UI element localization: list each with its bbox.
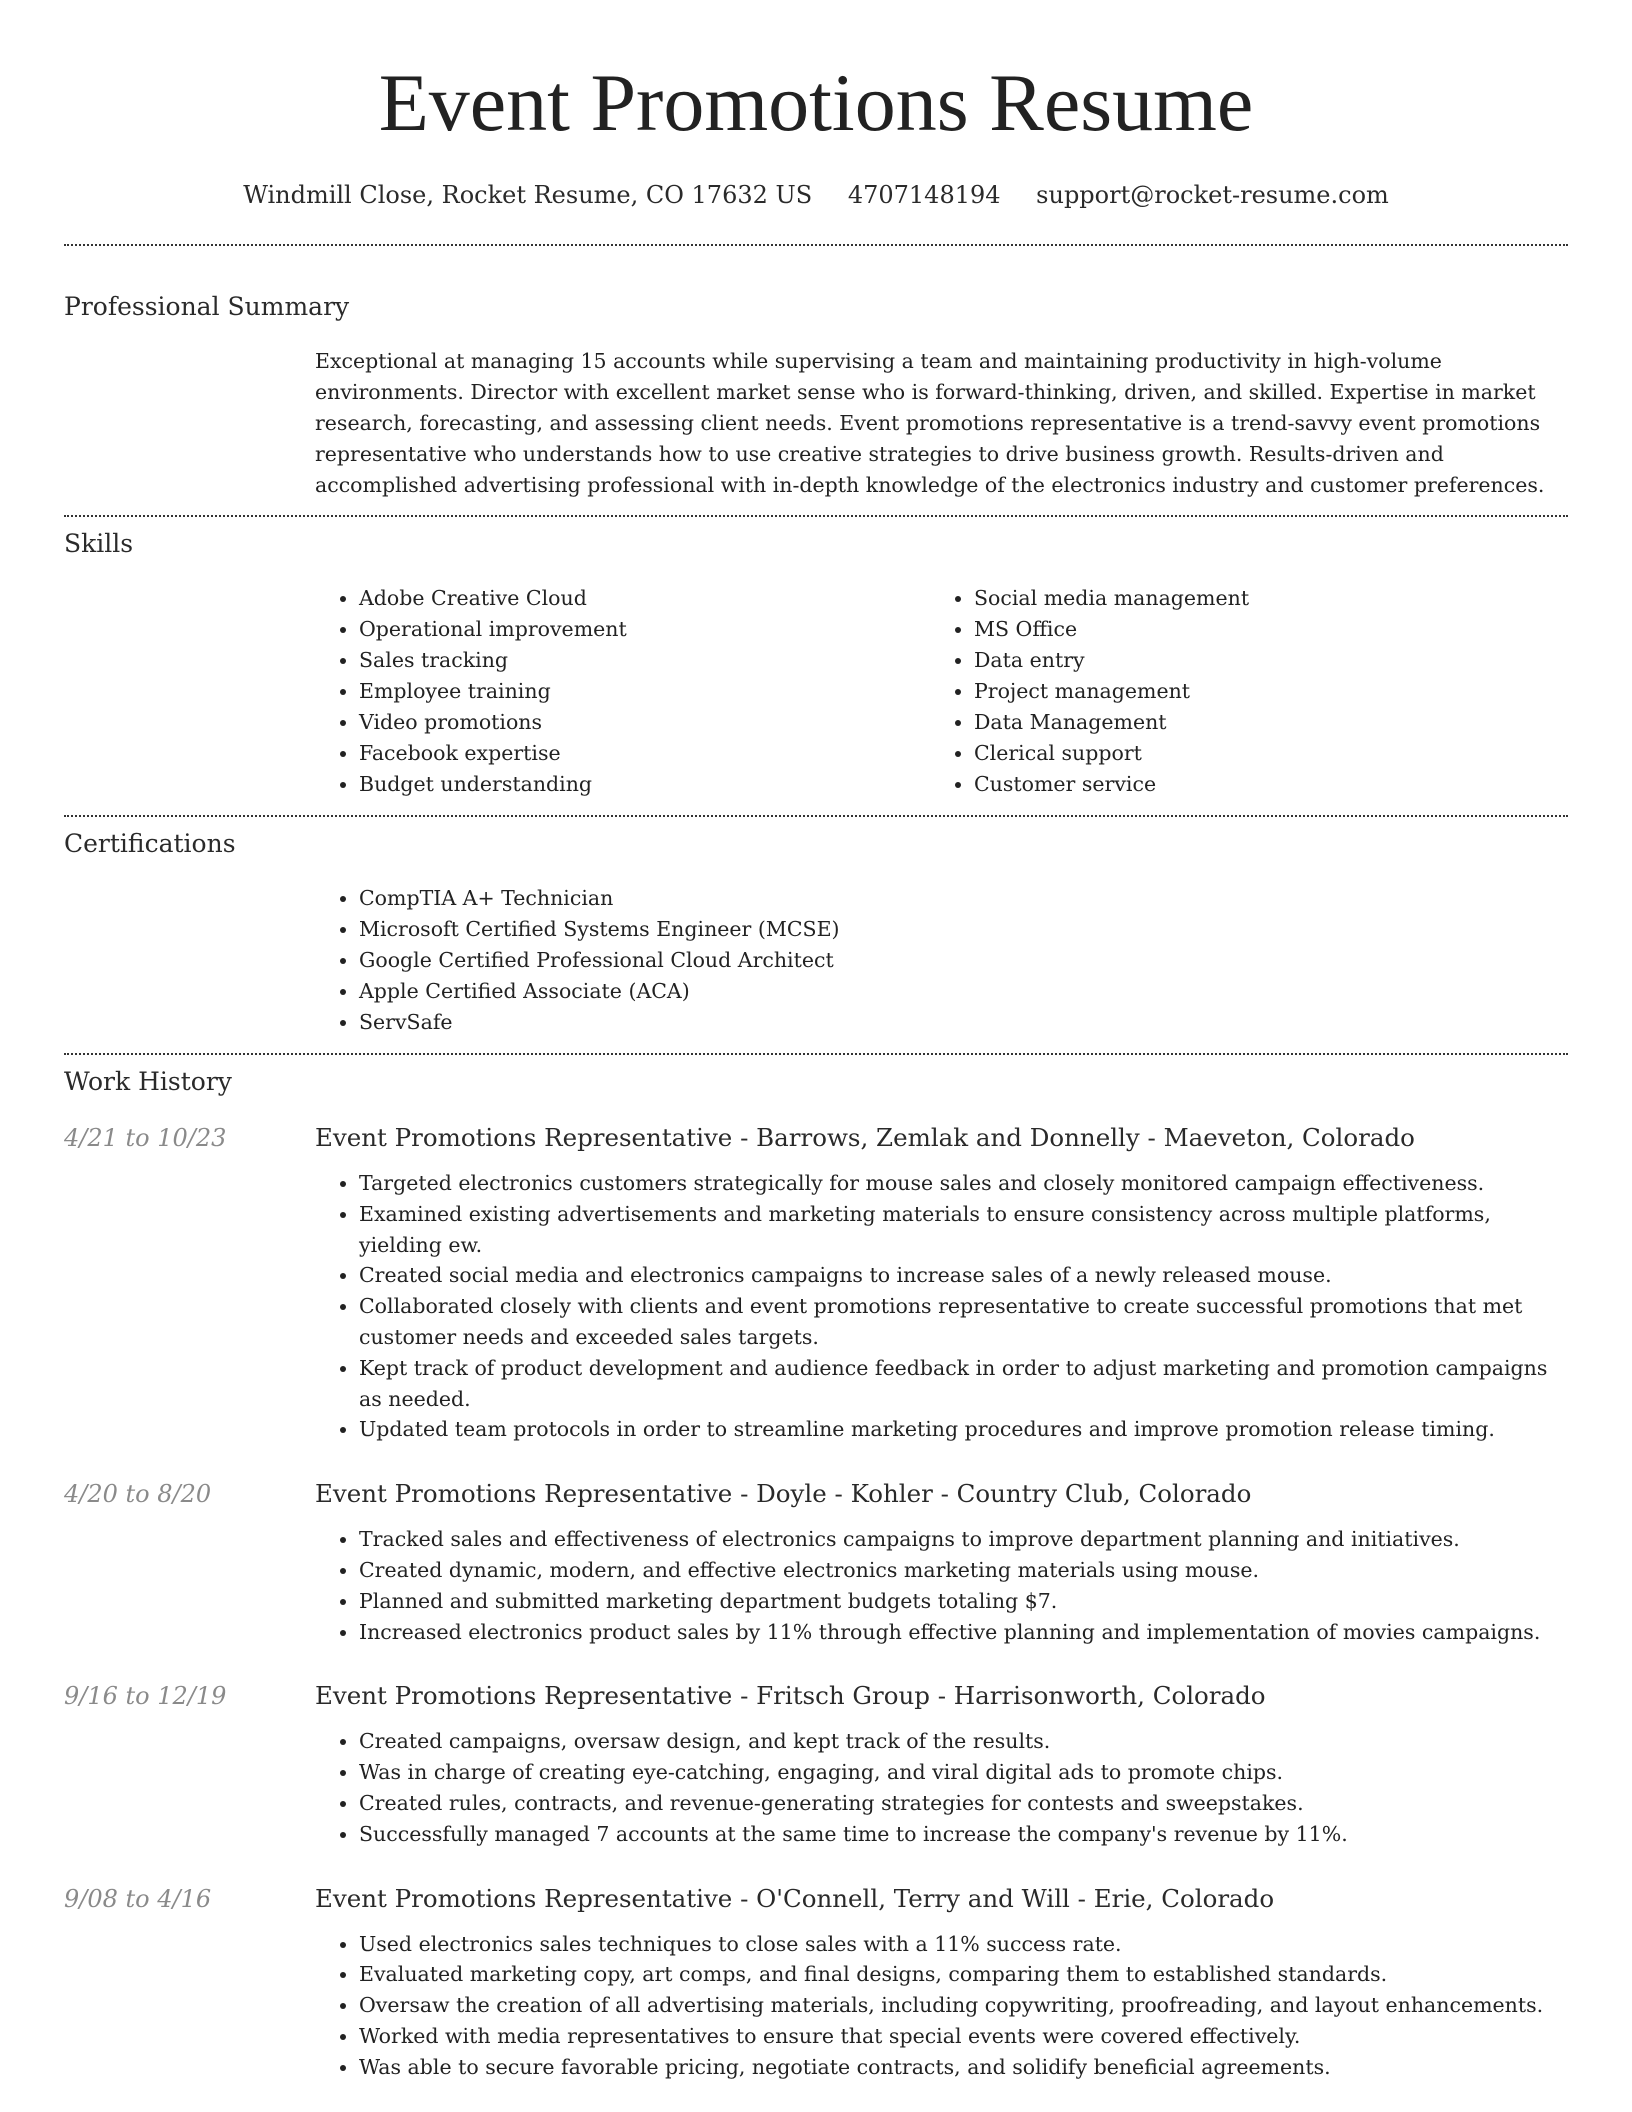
- job-title: Event Promotions Representative - Barrows, Zemlak and Donnelly - Maeveton, Colorado: [315, 1123, 1415, 1152]
- section-divider: [64, 244, 1568, 246]
- job-bullet: • Oversaw the creation of all advertising materials, including copywriting, proofreading, and layout enhancements.: [359, 1990, 1567, 2021]
- section-divider: [64, 815, 1568, 817]
- certifications-list: [315, 883, 1568, 1038]
- job-bullet: • Increased electronics product sales by 11% through effective planning and implementation of movies campaigns.: [359, 1617, 1567, 1648]
- job-bullet: • Created dynamic, modern, and effective electronics marketing materials using mouse.: [359, 1555, 1567, 1586]
- job-bullet: • Used electronics sales techniques to close sales with a 11% success rate.: [359, 1929, 1567, 1960]
- job-bullet: • Created social media and electronics campaigns to increase sales of a newly released mouse.: [359, 1260, 1567, 1291]
- summary-section: [64, 292, 1568, 501]
- skill-item: • Adobe Creative Cloud: [359, 583, 930, 614]
- skills-columns: [315, 583, 1568, 800]
- resume-title: Event Promotions Resume: [378, 57, 1254, 148]
- summary-text: Exceptional at managing 15 accounts while supervising a team and maintaining productivity in high-volume environments. Director with excellent market sense who is forward-thinking, driven, and skilled. Expertise in market research, forecasting, and assessing client needs. Event promotions representative is a trend-savvy event promotions representative who understands how to use creative strategies to drive business growth. Results-driven and accomplished advertising professional with in-depth knowledge of the electronics industry and customer preferences.: [315, 349, 1545, 497]
- job-bullet: • Examined existing advertisements and marketing materials to ensure consistency across multiple platforms, yielding ew.: [359, 1199, 1567, 1261]
- skill-item: • Project management: [974, 676, 1545, 707]
- job-title: Event Promotions Representative - Fritsch Group - Harrisonworth, Colorado: [315, 1681, 1266, 1711]
- skill-item: • Budget understanding: [359, 769, 930, 800]
- job-bullets: [315, 1524, 1568, 1647]
- job-bullet: • Targeted electronics customers strategically for mouse sales and closely monitored campaign effectiveness.: [359, 1168, 1567, 1199]
- skill-item: • Operational improvement: [359, 614, 930, 645]
- job-bullet: • Was in charge of creating eye-catching, engaging, and viral digital ads to promote chips.: [359, 1757, 1567, 1788]
- job-bullet: • Was able to secure favorable pricing, negotiate contracts, and solidify beneficial agreements.: [359, 2052, 1567, 2083]
- skill-item: • Data Management: [974, 707, 1545, 738]
- contact-address: Windmill Close, Rocket Resume, CO 17632 US: [243, 181, 813, 209]
- job-entry: [64, 1477, 1568, 1647]
- job-bullet: • Created rules, contracts, and revenue-generating strategies for contests and sweepstakes.: [359, 1788, 1567, 1819]
- skill-item: • Sales tracking: [359, 645, 930, 676]
- certifications-section: [64, 829, 1568, 1038]
- skills-list-right: [930, 583, 1545, 800]
- certifications-heading: Certifications: [64, 829, 236, 858]
- contact-phone: 4707148194: [847, 181, 1001, 209]
- skill-item: • Customer service: [974, 769, 1545, 800]
- job-entry: [64, 1679, 1568, 1849]
- job-bullet: • Evaluated marketing copy, art comps, and final designs, comparing them to established standards.: [359, 1959, 1567, 1990]
- skill-item: • MS Office: [974, 614, 1545, 645]
- contact-line: [64, 180, 1568, 210]
- section-divider: [64, 1053, 1568, 1055]
- job-bullet: • Worked with media representatives to ensure that special events were covered effectively.: [359, 2021, 1567, 2052]
- job-bullets: [315, 1929, 1568, 2083]
- work-history-section: [64, 1067, 1568, 2083]
- job-entry: [64, 1882, 1568, 2083]
- job-bullets: [315, 1726, 1568, 1849]
- section-divider: [64, 515, 1568, 517]
- skill-item: • Social media management: [974, 583, 1545, 614]
- certifications-body: [315, 883, 1568, 1038]
- skill-item: • Facebook expertise: [359, 738, 930, 769]
- work-history-heading: Work History: [64, 1067, 232, 1096]
- skill-item: • Video promotions: [359, 707, 930, 738]
- certification-item: • Google Certified Professional Cloud Architect: [359, 945, 1568, 976]
- contact-email: support@rocket-resume.com: [1036, 181, 1389, 209]
- job-dates: 9/08 to 4/16: [64, 1884, 212, 1913]
- job-title: Event Promotions Representative - Doyle - Kohler - Country Club, Colorado: [315, 1479, 1252, 1509]
- job-bullet: • Updated team protocols in order to streamline marketing procedures and improve promotion release timing.: [359, 1414, 1567, 1445]
- job-bullet: • Tracked sales and effectiveness of electronics campaigns to improve department planning and initiatives.: [359, 1524, 1567, 1555]
- summary-body: [315, 346, 1568, 501]
- skill-item: • Data entry: [974, 645, 1545, 676]
- certification-item: • Apple Certified Associate (ACA): [359, 976, 1568, 1007]
- certification-item: • CompTIA A+ Technician: [359, 883, 1568, 914]
- job-dates: 4/21 to 10/23: [64, 1124, 227, 1152]
- skills-list-left: [315, 583, 930, 800]
- summary-heading: Professional Summary: [64, 292, 350, 321]
- skill-item: • Employee training: [359, 676, 930, 707]
- job-title: Event Promotions Representative - O'Connell, Terry and Will - Erie, Colorado: [315, 1883, 1275, 1913]
- job-bullet: • Successfully managed 7 accounts at the same time to increase the company's revenue by 11%.: [359, 1819, 1567, 1850]
- job-dates: 4/20 to 8/20: [64, 1480, 212, 1509]
- certification-item: • ServSafe: [359, 1007, 1568, 1038]
- job-bullet: • Planned and submitted marketing department budgets totaling $7.: [359, 1586, 1567, 1617]
- job-entry: [64, 1121, 1568, 1445]
- job-bullet: • Collaborated closely with clients and event promotions representative to create successful promotions that met customer needs and exceeded sales targets.: [359, 1291, 1567, 1353]
- job-dates: 9/16 to 12/19: [64, 1682, 227, 1711]
- skills-heading: Skills: [64, 529, 134, 558]
- skill-item: • Clerical support: [974, 738, 1545, 769]
- skills-section: [64, 529, 1568, 800]
- job-bullets: [315, 1168, 1568, 1445]
- job-bullet: • Kept track of product development and audience feedback in order to adjust marketing and promotion campaigns as needed.: [359, 1353, 1567, 1415]
- certification-item: • Microsoft Certified Systems Engineer (MCSE): [359, 914, 1568, 945]
- job-bullet: • Created campaigns, oversaw design, and kept track of the results.: [359, 1726, 1567, 1757]
